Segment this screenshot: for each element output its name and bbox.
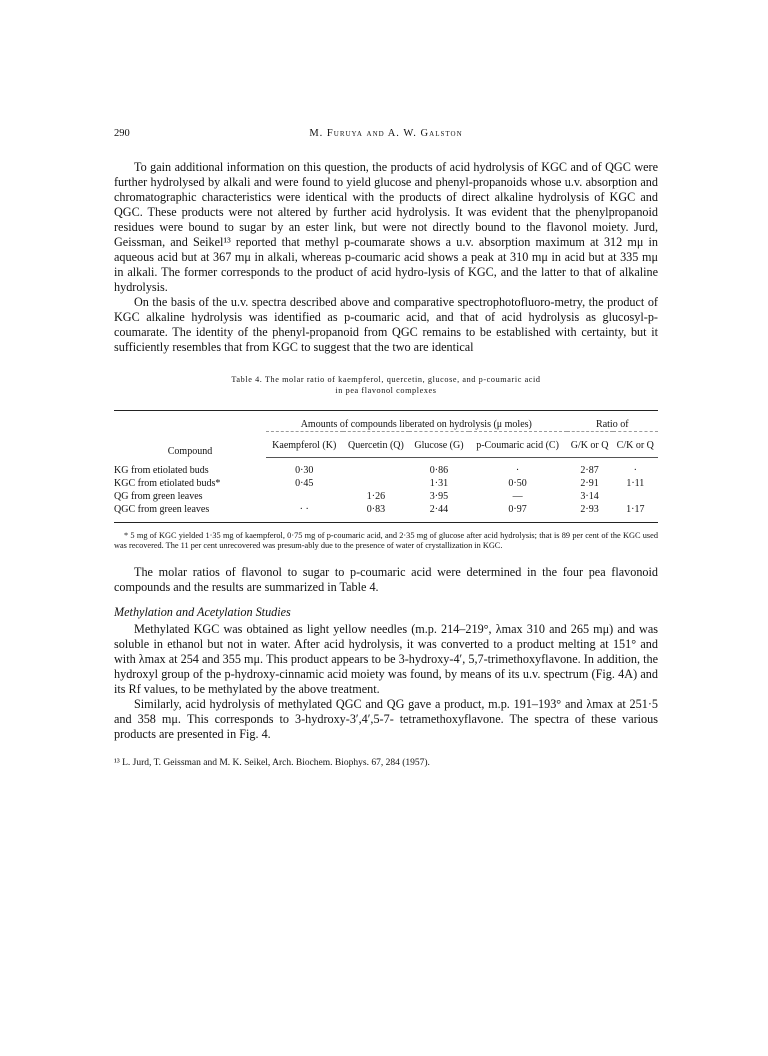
col-kaempferol: Kaempferol (K) [266, 432, 343, 458]
table-row [114, 458, 658, 478]
table-footnote: * 5 mg of KGC yielded 1·35 mg of kaempferol, 0·75 mg of p-coumaric acid, and 2·35 mg of glucose after acid hydrolysis; that is 89 per cent of the KGC used was recovered. The 11 per cent unrecovered was presum-ably due to the presence of water of crystallization in KGC. [114, 531, 658, 550]
paragraph-2: On the basis of the u.v. spectra described above and comparative spectrophotofluoro-metry, the product of KGC alkaline hydrolysis was identified as p-coumaric acid, and that of acid hydrolysis as glucosyl-p-coumarate. The identity of the phenyl-propanoid from QGC remains to be established with certainty, but it sufficiently resembles that from KGC to suggest that the two are identical [114, 295, 658, 354]
paragraph-3: The molar ratios of flavonol to sugar to p-coumaric acid were determined in the four pea flavonoid compounds and the results are summarized in Table 4. [114, 565, 658, 594]
table-cell: · [633, 465, 637, 476]
ratio-header: Ratio of [567, 411, 658, 432]
running-head: M. Furuya and A. W. Galston [309, 128, 463, 139]
table-row [114, 490, 658, 503]
reference-footnote: ¹³ L. Jurd, T. Geissman and M. K. Seikel, Arch. Biochem. Biophys. 67, 284 (1957). [114, 758, 430, 768]
table-cell: 0·50 [508, 478, 527, 489]
table-cell: 1·26 [366, 491, 386, 502]
page-header [114, 128, 658, 146]
paragraph-5: Similarly, acid hydrolysis of methylated QGC and QG gave a product, m.p. 191–193° and λmax at 251·5 and 358 mμ. This corresponds to 3-hydroxy-3′,4′,5-7- tetramethoxyflavone. The spectra of these various products are presented in Fig. 4. [114, 697, 658, 741]
paper-page [114, 128, 658, 768]
table-row [114, 477, 658, 490]
table-cell: 1·11 [626, 478, 645, 489]
col-compound: Compound [114, 411, 266, 458]
table-cell [613, 490, 658, 503]
table-cell: 1·17 [613, 503, 658, 523]
table-cell: · · [266, 503, 343, 523]
col-coumaric: p-Coumaric acid (C) [469, 432, 567, 458]
col-glucose: Glucose (G) [409, 432, 468, 458]
table-cell [343, 477, 410, 490]
table-cell: QG from green leaves [114, 491, 203, 502]
table-cell: KGC from etiolated buds* [114, 478, 221, 489]
table-cell: — [512, 491, 523, 502]
table-cell: KG from etiolated buds [114, 464, 209, 476]
group-header: Amounts of compounds liberated on hydrolysis (μ moles) [266, 411, 567, 432]
data-table [114, 410, 658, 523]
paragraph-4: Methylated KGC was obtained as light yellow needles (m.p. 214–219°, λmax 310 and 265 mμ) and was soluble in ethanol but not in water. After acid hydrolysis, it was converted to a product melting at 151° and with λmax at 254 and 355 mμ. This product appears to be 3-hydroxy-4′, 5,7-trimethoxyflavone. In addition, the hydroxyl group of the p-hydroxy-cinnamic acid moiety was found, by means of its u.v. spectrum (Fig. 4A) and its Rf values, to be methylated by the above treatment. [114, 622, 658, 696]
table-caption-line-2: in pea flavonol complexes [335, 386, 437, 395]
col-ratio-g: G/K or Q [567, 432, 613, 458]
table-cell [343, 458, 410, 478]
table-cell: · [515, 465, 520, 476]
table-cell [266, 490, 343, 503]
table-cell: 0·86 [429, 465, 449, 476]
section-heading: Methylation and Acetylation Studies [114, 605, 291, 619]
page-number: 290 [114, 128, 130, 139]
table-cell: 0·30 [295, 465, 314, 476]
table-cell: 2·87 [580, 465, 599, 476]
table-cell: 2·91 [580, 478, 599, 489]
table-caption [114, 374, 658, 396]
table-caption-line-1: Table 4. The molar ratio of kaempferol, quercetin, glucose, and p-coumaric acid [231, 375, 541, 384]
table-cell: 1·31 [429, 478, 449, 489]
table-cell: 3·14 [580, 491, 599, 502]
paragraph-1: To gain additional information on this question, the products of acid hydrolysis of KGC and of QGC were further hydrolysed by alkali and were found to yield glucose and phenyl-propanoids whose u.v. absorption and chromatographic characteristics were identical with the products of direct alkaline hydrolysis of KGC and QGC. These products were not altered by further acid hydrolysis. It was evident that the phenylpropanoid residues were bound to sugar by an ester link, but were not directly bound to the flavonol moiety. Jurd, Geissman, and Seikel¹³ reported that methyl p-coumarate shows a u.v. absorption maximum at 312 mμ in aqueous acid but at 367 mμ in alkali, whereas p-coumaric acid shows a peak at 310 mμ in acid but at 335 mμ in alkali. The former corresponds to the product of acid hydro-lysis of KGC, and the latter to that of alkaline hydrolysis. [114, 160, 658, 294]
table-cell: 0·97 [469, 503, 567, 523]
col-ratio-c: C/K or Q [613, 432, 658, 458]
table-cell: 2·93 [567, 503, 613, 523]
table-cell: 0·83 [343, 503, 410, 523]
table-cell: 0·45 [295, 478, 314, 489]
table-cell: QGC from green leaves [114, 503, 266, 523]
table-cell: 3·95 [429, 491, 449, 502]
table-row [114, 503, 658, 523]
col-quercetin: Quercetin (Q) [343, 432, 410, 458]
table-cell: 2·44 [409, 503, 468, 523]
